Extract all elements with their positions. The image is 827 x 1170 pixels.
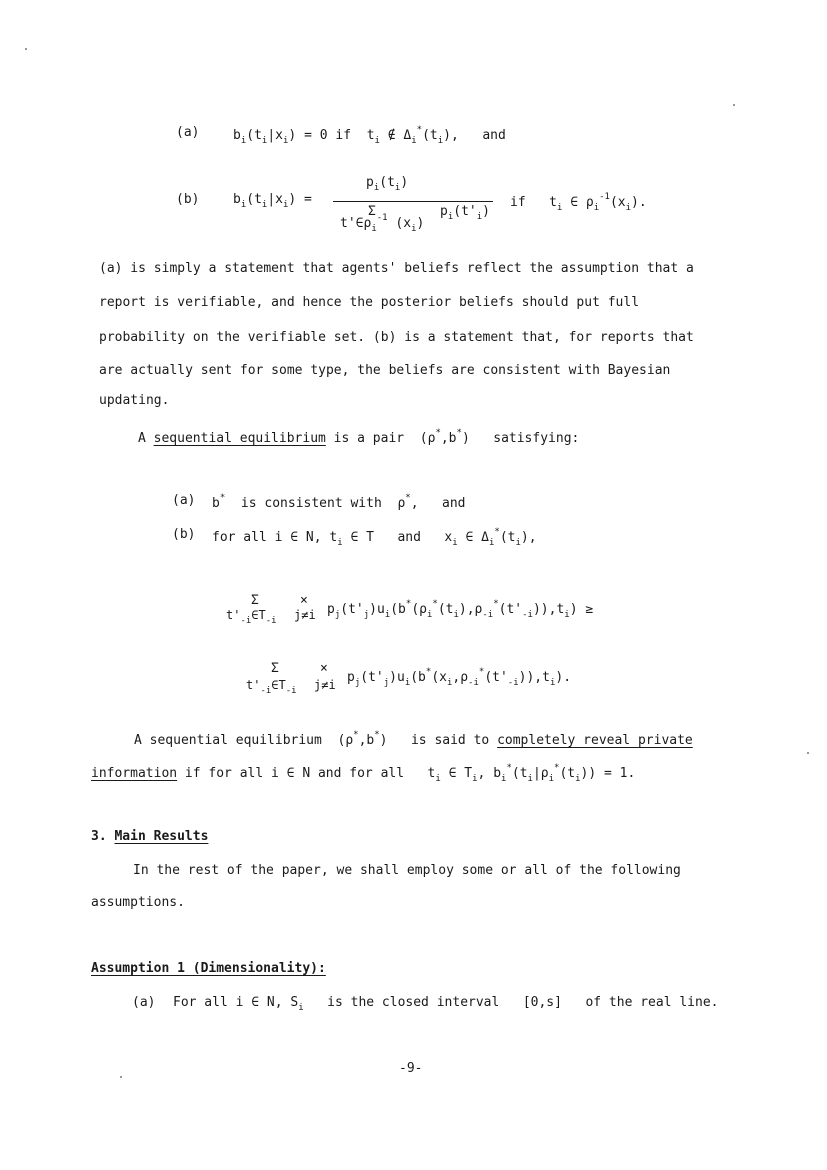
page-number: -9- — [399, 1061, 423, 1076]
cond-b-den-prob: $p_i(t'_i)$ — [440, 204, 490, 222]
reveal-line-2: information if for all i ∈ N and for all $t_i$ ∈ $T_i$, $b_i^*(t_i|\rho_i^*(t_i)) = 1$. — [91, 763, 636, 784]
ineq-1-sum-index: $t'_{-i}\in T_{-i}$ — [226, 608, 277, 626]
scan-speck — [25, 48, 27, 50]
cond-a-t: t — [366, 128, 375, 143]
cond-b-numerator: $p_i(t_i)$ — [366, 175, 409, 193]
scan-speck — [733, 104, 735, 106]
cond-b-denominator: $t'\in\rho_i^{-1}$ $(x_i)$ — [340, 213, 425, 234]
cond-b-condition: if $t_i$ ∈ $\rho_i^{-1}(x_i)$. — [510, 192, 647, 213]
section-number: 3. — [91, 829, 107, 844]
seq-item-a-label: (a) — [172, 493, 196, 508]
scan-speck — [807, 752, 809, 754]
section-heading — [91, 830, 208, 843]
scan-speck — [120, 1076, 122, 1078]
assumption-heading: Assumption 1 (Dimensionality): — [91, 961, 326, 976]
seq-item-b: for all i ∈ N, $t_i$ ∈ T and $x_i$ ∈ $\Delta_i^*(t_i)$, — [212, 527, 537, 548]
reveal-line-1: A sequential equilibrium (ρ*,b*) is said to completely reveal private — [134, 730, 693, 748]
paragraph-1-line: updating. — [99, 393, 170, 408]
seq-item-b-label: (b) — [172, 527, 196, 542]
ineq-2-sigma: Σ — [271, 661, 279, 676]
assumption-a-label: (a) — [132, 995, 156, 1010]
ineq-2-product-index: j≠i — [314, 678, 336, 692]
paragraph-1-line: are actually sent for some type, the beliefs are consistent with Bayesian — [99, 363, 671, 378]
paragraph-1-line: probability on the verifiable set. (b) is a statement that, for reports that — [99, 330, 694, 345]
seq-item-a: b* is consistent with ρ*, and — [212, 493, 466, 511]
reveal-term-part1: completely reveal private — [497, 733, 693, 748]
sequential-equilibrium-definition: A sequential equilibrium is a pair (ρ*,b*) satisfying: — [138, 428, 580, 446]
cond-a-equation: $b_i(t_i|x_i) = 0$ if $t_i$ ∉ $\Delta_i^*(t_i)$, and — [233, 125, 506, 146]
cond-b-lhs: $b_i(t_i|x_i)$ = — [233, 192, 312, 210]
ineq-1-sigma: Σ — [251, 593, 259, 608]
fraction-bar — [333, 201, 493, 202]
section-title: Main Results — [114, 829, 209, 844]
sequential-equilibrium-term: sequential equilibrium — [153, 431, 326, 446]
ineq-1-body: $p_j(t'_j)u_i(b^*(\rho_i^*(t_i),\rho_{-i}^*(t'_{-i})),t_i)$ ≥ — [327, 599, 594, 620]
paragraph-1-line: (a) is simply a statement that agents' beliefs reflect the assumption that a — [99, 261, 694, 276]
cond-b-label: (b) — [176, 192, 200, 207]
paragraph-1-line: report is verifiable, and hence the posterior beliefs should put full — [99, 295, 640, 310]
ineq-1-product-index: j≠i — [294, 608, 316, 622]
cond-a-zero: = 0 if — [304, 128, 352, 143]
paragraph-2-line: assumptions. — [91, 895, 185, 910]
cond-b-sigma: Σ — [368, 204, 376, 219]
paragraph-2-line: In the rest of the paper, we shall employ some or all of the following — [133, 863, 681, 878]
reveal-term-part2: information — [91, 766, 178, 781]
ineq-2-sum-index: $t'_{-i}\in T_{-i}$ — [246, 678, 297, 696]
ineq-2-body: $p_j(t'_j)u_i(b^*(x_i,\rho_{-i}^*(t'_{-i})),t_i)$. — [347, 667, 572, 688]
cond-a-and: and — [482, 128, 506, 143]
assumption-a-text: For all i ∈ N, $S_i$ is the closed interval [0,s] of the real line. — [173, 995, 719, 1013]
cond-a-lhs: b — [233, 128, 241, 143]
ineq-1-product-sign: × — [300, 593, 308, 608]
cond-a-label: (a) — [176, 125, 200, 140]
ineq-2-product-sign: × — [320, 661, 328, 676]
